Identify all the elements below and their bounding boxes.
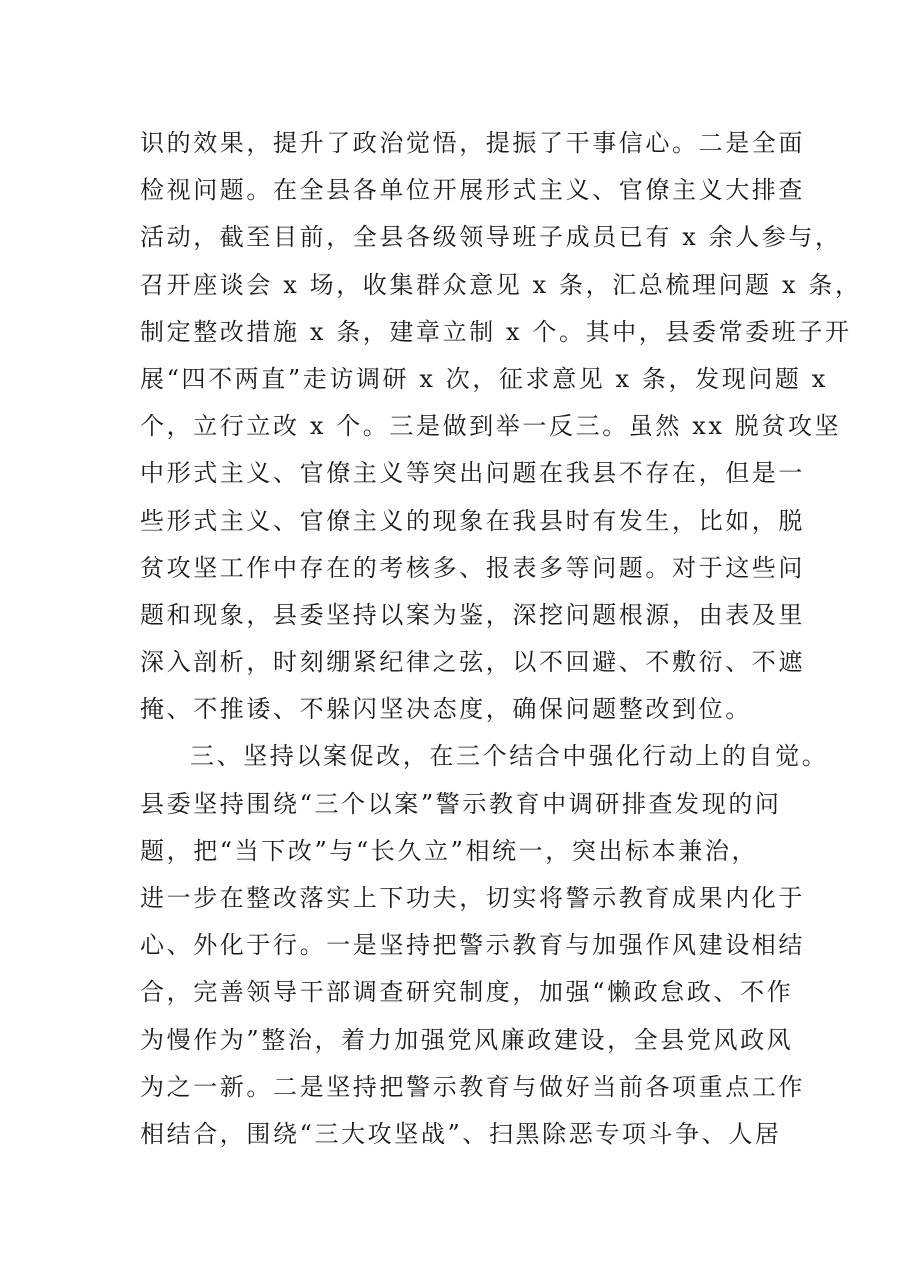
- text-line: 掩、不推诿、不躲闪坚决态度，确保问题整改到位。: [140, 695, 752, 724]
- section-heading-line: 三、坚持以案促改，在三个结合中强化行动上的自觉。: [190, 742, 829, 771]
- text-line: 些形式主义、官僚主义的现象在我县时有发生，比如，脱: [140, 506, 805, 535]
- text-line: 心、外化于行。一是坚持把警示教育与加强作风建设相结: [140, 931, 805, 960]
- text-line: 展“四不两直”走访调研 x 次，征求意见 x 条，发现问题 x: [140, 364, 828, 393]
- text-line: 制定整改措施 x 条，建章立制 x 个。其中，县委常委班子开: [140, 317, 852, 346]
- text-line: 中形式主义、官僚主义等突出问题在我县不存在，但是一: [140, 459, 805, 488]
- text-line: 进一步在整改落实上下功夫，切实将警示教育成果内化于: [140, 884, 805, 912]
- text-line: 县委坚持围绕“三个以案”警示教育中调研排查发现的问: [140, 789, 782, 818]
- text-line: 为慢作为”整治，着力加强党风廉政建设，全县党风政风: [140, 1025, 794, 1054]
- text-line: 题，把“当下改”与“长久立”相统一，突出标本兼治，: [140, 836, 759, 865]
- text-line: 贫攻坚工作中存在的考核多、报表多等问题。对于这些问: [140, 553, 805, 582]
- text-line: 为之一新。二是坚持把警示教育与做好当前各项重点工作: [140, 1072, 805, 1101]
- text-line: 活动，截至目前，全县各级领导班子成员已有 x 余人参与，: [140, 223, 842, 252]
- text-line: 召开座谈会 x 场，收集群众意见 x 条，汇总梳理问题 x 条，: [140, 270, 862, 299]
- text-line: 检视问题。在全县各单位开展形式主义、官僚主义大排查: [140, 176, 805, 205]
- text-line: 合，完善领导干部调查研究制度，加强“懒政怠政、不作: [140, 978, 794, 1007]
- text-line: 相结合，围绕“三大攻坚战”、扫黑除恶专项斗争、人居: [140, 1119, 782, 1148]
- text-line: 识的效果，提升了政治觉悟，提振了干事信心。二是全面: [140, 129, 805, 157]
- text-line: 深入剖析，时刻绷紧纪律之弦，以不回避、不敷衍、不遮: [140, 648, 805, 677]
- text-line: 题和现象，县委坚持以案为鉴，深挖问题根源，由表及里: [140, 600, 805, 629]
- text-line: 个，立行立改 x 个。三是做到举一反三。虽然 xx 脱贫攻坚: [140, 412, 842, 441]
- document-body: [140, 120, 862, 1158]
